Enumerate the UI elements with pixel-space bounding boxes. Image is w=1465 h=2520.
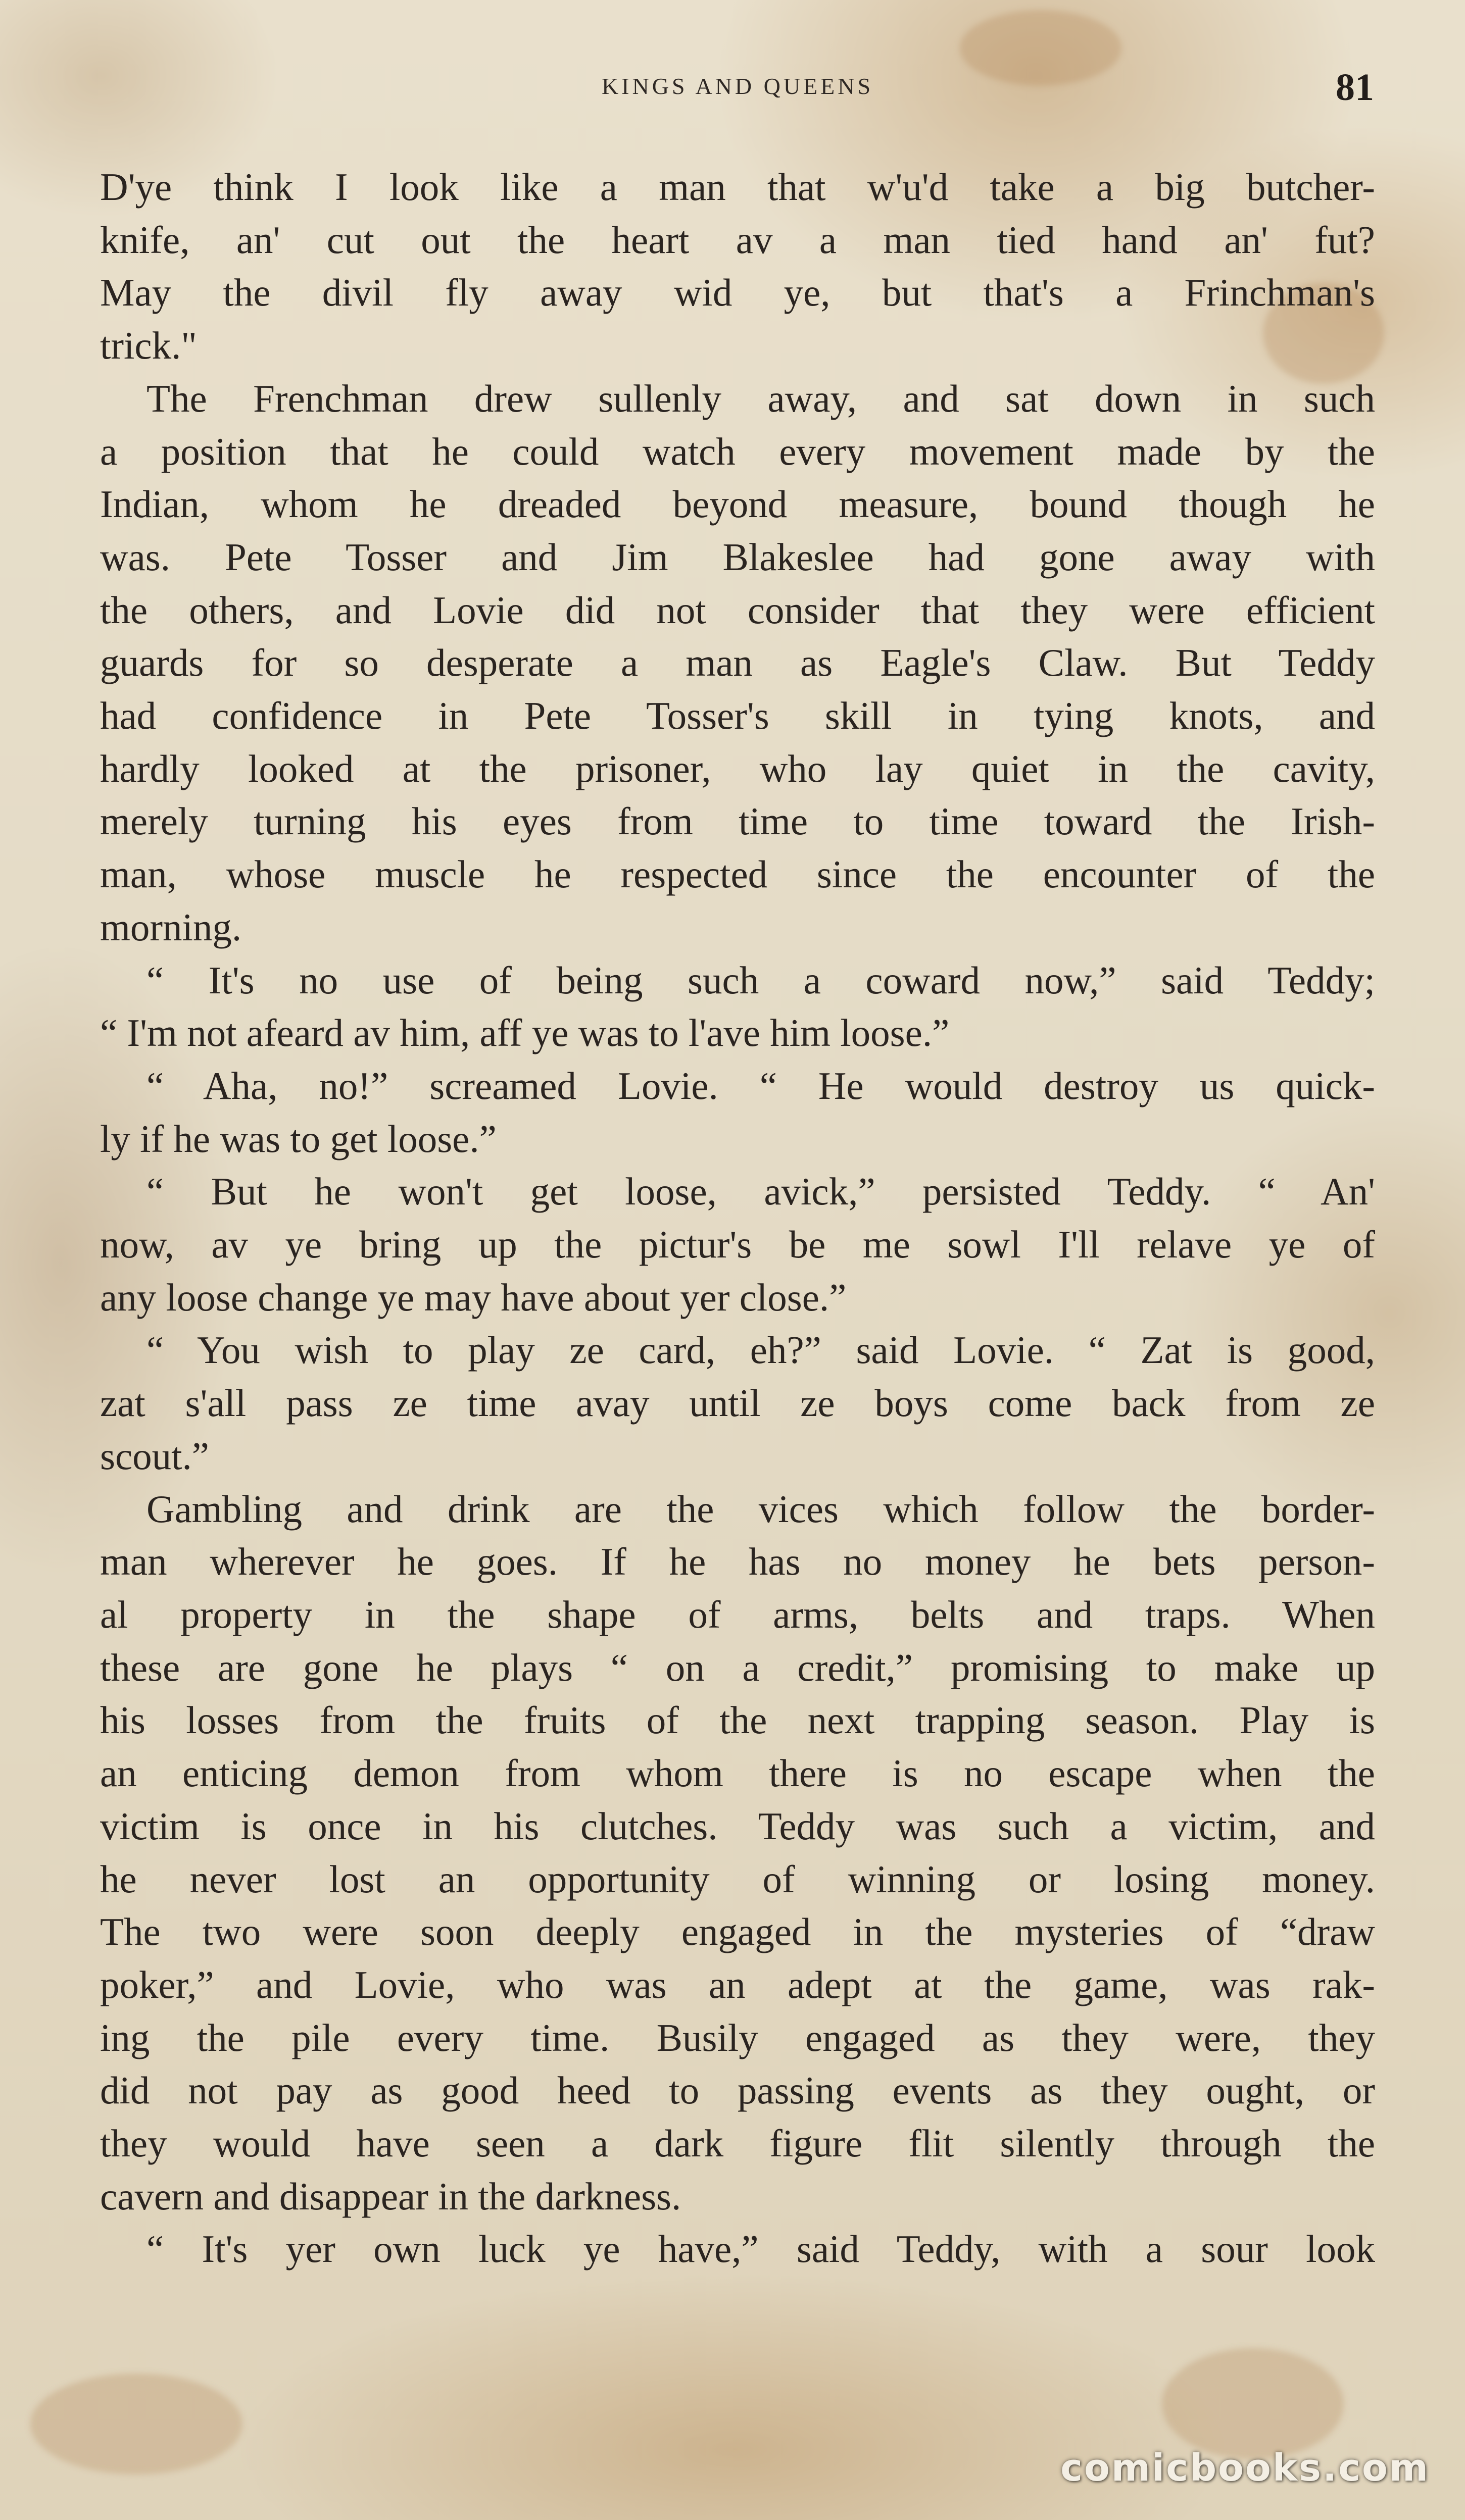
text-line: cavern and disappear in the darkness. [100,2174,681,2218]
text-line: hardly looked at the prisoner, who lay quiet in the cavity, [100,746,1375,790]
text-line: ly if he was to get loose.” [100,1117,497,1161]
running-title: KINGS AND QUEENS [601,73,874,99]
text-line: morning. [100,905,242,949]
body-text [100,161,1375,2276]
text-line: did not pay as good heed to passing events as they ought, or [100,2069,1375,2112]
text-line: D'ye think I look like a man that w'u'd take a big butcher- [100,165,1375,209]
text-line: Indian, whom he dreaded beyond measure, bound though he [100,482,1375,526]
text-line: the others, and Lovie did not consider that they were efficient [100,588,1375,632]
text-line: man, whose muscle he respected since the encounter of the [100,852,1375,896]
text-line: ing the pile every time. Busily engaged as they were, they [100,2015,1375,2059]
text-line: had confidence in Pete Tosser's skill in tying knots, and [100,694,1375,738]
text-line: his losses from the fruits of the next trapping season. Play is [100,1698,1375,1742]
site-watermark: comicbooks.com [1060,2446,1430,2490]
text-line: “ You wish to play ze card, eh?” said Lovie. “ Zat is good, [146,1328,1375,1372]
text-line: “ It's yer own luck ye have,” said Teddy, with a sour look [146,2227,1375,2271]
text-line: any loose change ye may have about yer close.” [100,1275,847,1319]
text-line: they would have seen a dark figure flit silently through the [100,2122,1375,2165]
text-line: May the divil fly away wid ye, but that's a Frinchman's [100,271,1375,315]
text-line: guards for so desperate a man as Eagle's Claw. But Teddy [100,641,1375,685]
page-stain [30,2374,242,2475]
text-line: merely turning his eyes from time to time toward the Irish- [100,799,1375,843]
text-line: man wherever he goes. If he has no money he bets person- [100,1540,1375,1584]
text-line: “ Aha, no!” screamed Lovie. “ He would destroy us quick- [146,1064,1375,1107]
text-line: The two were soon deeply engaged in the mysteries of “draw [100,1910,1375,1954]
text-line: he never lost an opportunity of winning or losing money. [100,1857,1375,1901]
text-line: al property in the shape of arms, belts and traps. When [100,1592,1375,1636]
text-line: victim is once in his clutches. Teddy was such a victim, and [100,1804,1375,1848]
page-stain [1162,2348,1344,2459]
text-line: Gambling and drink are the vices which follow the border- [146,1487,1375,1531]
text-line: “ It's no use of being such a coward now,” said Teddy; [146,958,1375,1002]
text-line: was. Pete Tosser and Jim Blakeslee had gone away with [100,535,1375,579]
text-line: zat s'all pass ze time avay until ze boys come back from ze [100,1381,1375,1425]
text-line: The Frenchman drew sullenly away, and sat down in such [146,376,1375,420]
text-line: trick." [100,324,197,368]
text-line: scout.” [100,1434,209,1478]
text-line: now, av ye bring up the pictur's be me sowl I'll relave ye of [100,1223,1375,1267]
running-header [101,66,1374,109]
text-line: these are gone he plays “ on a credit,” promising to make up [100,1645,1375,1689]
page-number: 81 [1336,66,1374,109]
text-line: poker,” and Lovie, who was an adept at the game, was rak- [100,1962,1375,2006]
text-line: “ I'm not afeard av him, aff ye was to l'ave him loose.” [100,1011,950,1055]
text-line: knife, an' cut out the heart av a man tied hand an' fut? [100,218,1375,262]
text-line: “ But he won't get loose, avick,” persisted Teddy. “ An' [146,1170,1375,1214]
text-line: a position that he could watch every movement made by the [100,429,1375,473]
text-line: an enticing demon from whom there is no escape when the [100,1751,1375,1795]
